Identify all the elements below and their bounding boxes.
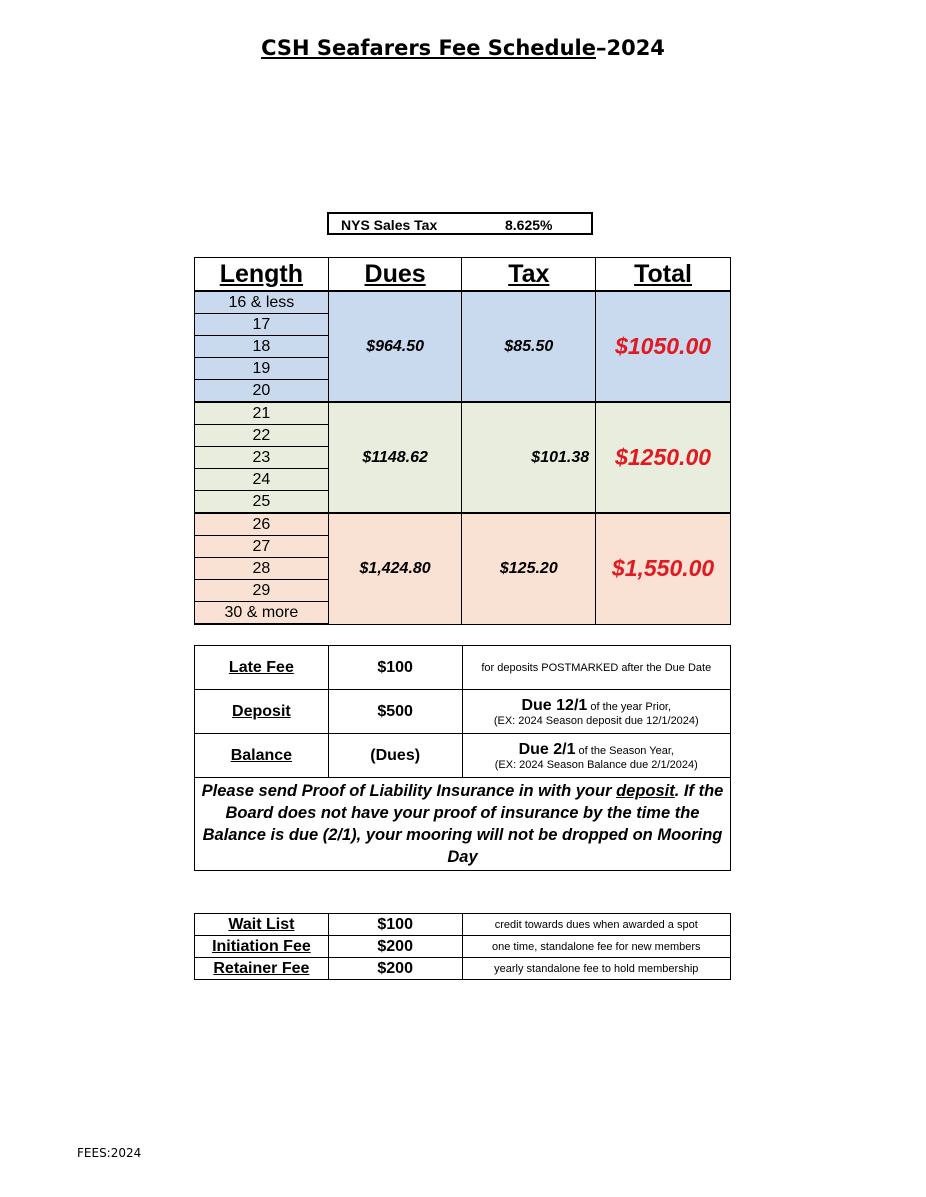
length-cell: 30 & more [195,602,329,625]
fee-table-header [195,258,731,292]
length-cell: 20 [195,380,329,403]
sales-tax-label: NYS Sales Tax [341,217,438,233]
page-title [0,36,926,60]
tax-cell: $125.20 [462,513,596,624]
header-total: Total [596,258,731,292]
total-cell: $1050.00 [596,291,731,402]
length-cell: 23 [195,447,329,469]
insurance-note-deposit: deposit [616,782,675,800]
header-dues: Dues [328,258,462,292]
sales-tax-box [327,212,593,235]
wait-list-note: credit towards dues when awarded a spot [462,914,730,936]
balance-due-cell [462,734,730,778]
deposit-amount: $500 [328,690,462,734]
length-cell: 24 [195,469,329,491]
table-row [195,291,731,314]
total-cell: $1,550.00 [596,513,731,624]
deposit-example: (EX: 2024 Season deposit due 12/1/2024) [493,714,699,727]
table-row [195,402,731,425]
balance-label: Balance [195,734,329,778]
retainer-fee-note: yearly standalone fee to hold membership [462,958,730,980]
retainer-fee-label: Retainer Fee [195,958,329,980]
table-row [195,690,731,734]
total-cell: $1250.00 [596,402,731,513]
initiation-fee-amount: $200 [328,936,462,958]
late-fee-note: for deposits POSTMARKED after the Due Date [462,646,730,690]
length-cell: 27 [195,536,329,558]
length-cell: 17 [195,314,329,336]
tax-cell: $85.50 [462,291,596,402]
header-length: Length [195,258,329,292]
other-fees-table [194,913,731,980]
balance-due-suffix: of the Season Year, [575,744,674,757]
table-row [195,734,731,778]
dues-cell: $964.50 [328,291,462,402]
length-cell: 25 [195,491,329,514]
table-row [195,958,731,980]
table-row [195,936,731,958]
insurance-note-before: Please send Proof of Liability Insurance in with your [201,782,617,800]
balance-example: (EX: 2024 Season Balance due 2/1/2024) [494,758,698,771]
length-cell: 19 [195,358,329,380]
insurance-note [195,778,731,871]
late-fee-label: Late Fee [195,646,329,690]
length-cell: 21 [195,402,329,425]
page-footer: FEES:2024 [77,1146,142,1160]
title-main: CSH Seafarers Fee Schedule [261,36,596,60]
header-tax: Tax [462,258,596,292]
retainer-fee-amount: $200 [328,958,462,980]
deposit-due-suffix: of the year Prior, [587,700,672,713]
table-row [195,778,731,871]
length-cell: 16 & less [195,291,329,314]
length-cell: 26 [195,513,329,536]
length-cell: 29 [195,580,329,602]
initiation-fee-note: one time, standalone fee for new members [462,936,730,958]
length-cell: 18 [195,336,329,358]
deposit-label: Deposit [195,690,329,734]
deposit-due-cell [462,690,730,734]
wait-list-label: Wait List [195,914,329,936]
late-fee-amount: $100 [328,646,462,690]
table-row [195,646,731,690]
wait-list-amount: $100 [328,914,462,936]
payment-terms-table [194,645,731,871]
table-row [195,513,731,536]
insurance-note-after: . If the Board does not have your proof of insurance by the time the Balance is due (2/1), your mooring will not be dropped on Mooring Day [202,782,724,866]
dues-cell: $1,424.80 [328,513,462,624]
length-cell: 22 [195,425,329,447]
sales-tax-rate: 8.625% [505,217,553,233]
balance-due: Due 2/1 [518,740,576,758]
dues-cell: $1148.62 [328,402,462,513]
table-row [195,914,731,936]
fee-table [194,257,731,625]
deposit-due: Due 12/1 [521,696,588,714]
initiation-fee-label: Initiation Fee [195,936,329,958]
balance-amount: (Dues) [328,734,462,778]
title-year: –2024 [595,36,665,60]
length-cell: 28 [195,558,329,580]
tax-cell: $101.38 [462,402,596,513]
